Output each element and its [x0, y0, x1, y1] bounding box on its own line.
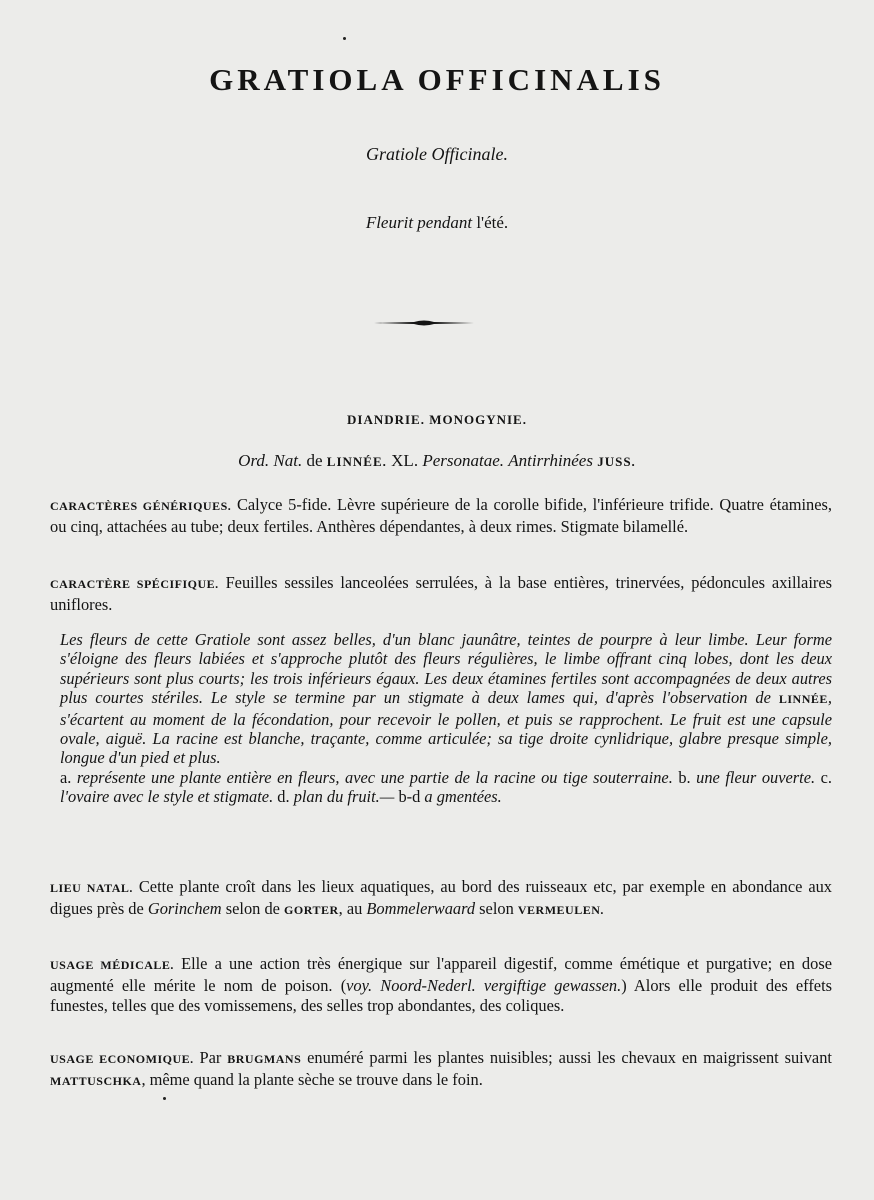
habitat-text-2: selon de	[225, 898, 280, 918]
plant-description	[60, 630, 832, 807]
medical-text-2: ) Alors elle produit des effets funestes, telles que des vomissemens, des selles trop abondantes, des coliques.	[50, 975, 832, 1015]
habitat-text-4: selon	[479, 898, 514, 918]
figure-a-key: a.	[60, 767, 72, 787]
figure-b-text: une fleur ouverte.	[696, 767, 816, 787]
linnaean-class: DIANDRIE. MONOGYNIE.	[347, 412, 527, 427]
ord-linnee: LINNÉE.	[326, 454, 387, 469]
figure-a-text: représente une plante entière en fleurs, avec une partie de la racine ou tige souterraine.	[76, 767, 673, 787]
specific-character	[50, 573, 832, 615]
natural-order	[0, 451, 874, 471]
economic-mattuschka: MATTUSCHKA	[50, 1073, 142, 1088]
medical-reference: voy. Noord-Nederl. vergiftige gewassen.	[346, 975, 622, 995]
generic-label: CARACTÈRES GÉNÉRIQUES.	[50, 499, 232, 513]
figure-b-key: b.	[678, 767, 691, 787]
habitat-text-1: Cette plante croît dans les lieux aquatiques, au bord des ruisseaux etc, par exemple en abondance aux digues près de	[50, 877, 832, 918]
generic-characters	[50, 495, 832, 537]
figure-bd-key: b-d	[398, 787, 421, 807]
ornamental-rule	[374, 319, 474, 327]
medical-usage	[50, 954, 832, 1017]
figure-c-key: c.	[820, 767, 832, 787]
generic-text: Calyce 5-fide. Lèvre supérieure de la corolle bifide, l'inférieure trifide. Quatre étamines, ou cinq, attachées au tube; deux fertiles. Anthères dépendantes, à deux rimes. Stigmate bilamellé.	[50, 495, 832, 536]
ord-de: de	[306, 451, 323, 470]
description-part2: , s'écartent au moment de la fécondation, pour recevoir le pollen, et puis se rapprochent. Le fruit est une capsule ovale, aiguë. La racine est blanche, traçante, comme articulée; sa tige droite cynlidrique, glabre presque simple, longue d'un pied et plus.	[60, 688, 832, 768]
ord-nat-label: Ord. Nat.	[238, 451, 303, 470]
habitat-text-3: , au	[338, 898, 363, 918]
habitat-gorinchem: Gorinchem	[147, 898, 222, 918]
figure-bd-text: a gmentées.	[424, 787, 502, 807]
description-part1: Les fleurs de cette Gratiole sont assez belles, d'un blanc jaunâtre, teintes de pourpre à leur limbe. Leur forme s'éloigne des fleurs labiées et s'approche plutôt des fleurs régulières, le limbe offrant cinq lobes, dont les deux supérieurs sont plus courts; les trois inférieurs égaux. Les deux étamines fertiles sont accompagnées de deux autres plus courtes stériles. Le style se termine par un stigmate à deux lames qui, d'après l'observation de	[60, 630, 832, 708]
speck-mark	[163, 1097, 166, 1100]
habitat-label: LIEU NATAL.	[50, 881, 133, 895]
economic-usage	[50, 1048, 832, 1091]
economic-text-2: enuméré parmi les plantes nuisibles; aussi les chevaux en maigrissent suivant	[307, 1048, 832, 1067]
page-title: GRATIOLA OFFICINALIS	[209, 62, 665, 97]
description-linnee: LINNÉE	[778, 692, 828, 707]
medical-label: USAGE MÉDICALE.	[50, 958, 174, 972]
specific-text: Feuilles sessiles lanceolées serrulées, à la base entières, trinervées, pédoncules axillaires uniflores.	[50, 573, 832, 614]
habitat-gorter: GORTER	[284, 902, 339, 917]
economic-text-3: , même quand la plante sèche se trouve dans le foin.	[141, 1069, 483, 1089]
ord-personatae: Personatae.	[422, 451, 505, 470]
habitat-bommelerwaard: Bommelerwaard	[366, 898, 476, 918]
ord-number: XL.	[391, 451, 419, 470]
economic-text-1: Par	[199, 1048, 222, 1067]
economic-brugmans: BRUGMANS	[227, 1052, 302, 1066]
figure-c-text: l'ovaire avec le style et stigmate.	[60, 787, 274, 807]
figure-d-key: d.	[277, 787, 290, 807]
bloom-season-value: l'été.	[476, 213, 509, 232]
ord-juss: JUSS.	[597, 454, 636, 469]
speck-mark	[343, 37, 346, 40]
bloom-season	[0, 213, 874, 233]
medical-text-1: Elle a une action très énergique sur l'appareil digestif, comme émétique et purgative; en dose augmenté elle mérite le nom de poison. (	[50, 954, 832, 995]
figure-d-text: plan du fruit.—	[293, 787, 395, 807]
native-habitat	[50, 877, 832, 920]
page-subtitle: Gratiole Officinale.	[366, 144, 508, 164]
economic-label: USAGE ECONOMIQUE.	[50, 1052, 194, 1066]
habitat-vermeulen: VERMEULEN.	[517, 902, 604, 917]
ord-antirrhinees: Antirrhinées	[508, 451, 593, 470]
specific-label: CARACTÈRE SPÉCIFIQUE.	[50, 577, 219, 591]
bloom-label: Fleurit pendant	[365, 213, 473, 232]
